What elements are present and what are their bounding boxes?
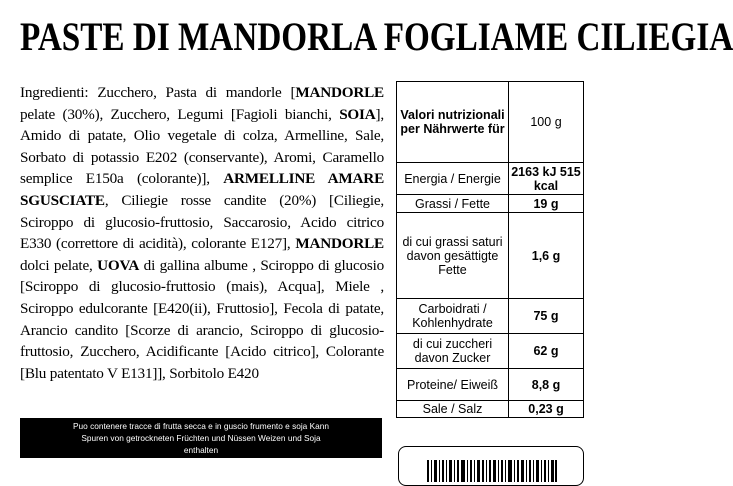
barcode-icon [427,460,557,482]
allergen-notice-line: Puo contenere tracce di frutta secca e in guscio frumento e soja Kann [73,421,329,431]
nutrition-row-protein [397,369,584,401]
ingredient-text-segment: , Ciliegie rosse candite (20%) [Ciliegie, Sciroppo di glucosio-fruttosio, Saccarosio, Acido citrico E330 (correttore di acidità), colorante E127], [20,191,384,253]
nutrition-label: di cui grassi saturi davon gesättigte Fette [397,213,509,299]
nutrition-row-saturated-fat [397,213,584,299]
nutrition-value: 8,8 g [509,369,584,401]
ingredients-text [20,82,384,384]
nutrition-header-label: Valori nutrizionali per Nährwerte für [397,82,509,163]
nutrition-header-row [397,82,584,163]
nutrition-value: 75 g [509,299,584,334]
nutrition-value: 19 g [509,195,584,213]
nutrition-row-fat [397,195,584,213]
nutrition-label: Grassi / Fette [397,195,509,213]
nutrition-value: 0,23 g [509,401,584,418]
nutrition-row-salt [397,401,584,418]
nutrition-label: di cui zuccheri davon Zucker [397,334,509,369]
nutrition-value: 1,6 g [509,213,584,299]
allergen-notice-line: enthalten [183,445,219,456]
nutrition-label: Carboidrati / Kohlenhydrate [397,299,509,334]
product-title: PASTE DI MANDORLA FOGLIAME CILIEGIA [20,14,733,59]
nutrition-value: 62 g [509,334,584,369]
nutrition-header-value: 100 g [509,82,584,163]
nutrition-label: Sale / Salz [397,401,509,418]
allergen-highlight: MANDORLE [295,235,384,253]
allergen-highlight: UOVA [97,256,140,274]
allergen-highlight: ARMELLINE AMARE SGUSCIATE [20,170,385,209]
nutrition-label: Energia / Energie [397,163,509,195]
nutrition-label: Proteine/ Eiweiß [397,369,509,401]
nutrition-table [396,81,584,418]
ingredient-text-segment: pelate (30%), Zucchero, Legumi [Fagioli bianchi, [20,105,340,123]
allergen-notice-line: Spuren von getrockneten Früchten und Nüssen Weizen und Soja [81,433,321,444]
barcode-label [398,446,584,486]
ingredient-text-segment: dolci pelate, [20,256,98,274]
ingredient-text-segment: ], Amido di patate, Olio vegetale di colza, Armelline, Sale, Sorbato di potassio E202 (conservante), Aromi, Caramello semplice E150a (colorante)], [20,105,384,188]
nutrition-row-carbohydrates [397,299,584,334]
allergen-highlight: MANDORLE [295,84,384,101]
ingredient-text-segment: di gallina albume , Sciroppo di glucosio [Sciroppo di glucosio-fruttosio (mais), Acqua], Miele , Sciroppo edulcorante [E420(ii), Fruttosio], Fecola di patate, Arancio candito [Scorze di arancio, Sciroppo di glucosio-fruttosio, Zucchero, Acidificante [Acido citrico], Colorante [Blu patentato V E131]], Sorbitolo E420 [20,256,385,382]
allergen-highlight: SOIA [339,105,376,123]
nutrition-row-sugars [397,334,584,369]
nutrition-value: 2163 kJ 515 kcal [509,163,584,195]
allergen-notice [20,418,382,458]
ingredient-text-segment: Ingredienti: Zucchero, Pasta di mandorle [ [20,84,296,101]
nutrition-row-energy [397,163,584,195]
